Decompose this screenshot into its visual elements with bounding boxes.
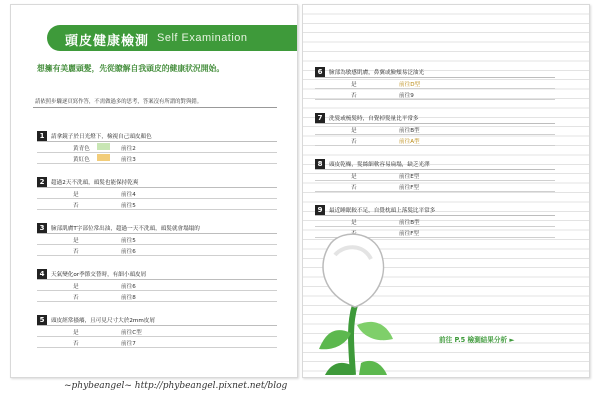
question-text: 請拿鏡子於日光燈下，檢視自己頭皮顏色 bbox=[51, 134, 152, 140]
question-5 bbox=[37, 315, 277, 348]
answer-option-row[interactable] bbox=[315, 78, 555, 89]
question-text: 超過2天不洗頭，頭髮也能保持乾爽 bbox=[51, 180, 139, 186]
answer-label: 否 bbox=[73, 295, 79, 301]
answer-option-row[interactable] bbox=[37, 142, 277, 153]
divider bbox=[33, 107, 277, 108]
goto-target: 前往D型 bbox=[399, 82, 421, 88]
answer-option-row[interactable] bbox=[37, 199, 277, 210]
question-text: 臉部為敏感肌膚，鼻翼或臉頰易泛油光 bbox=[329, 70, 425, 76]
question-number-badge: 8 bbox=[315, 159, 325, 169]
question-text: 天氣變化or季節交替時，有細小頭皮屑 bbox=[51, 272, 147, 278]
question-text: 洗髮或梳髮時，自覺掉髮量比平常多 bbox=[329, 116, 419, 122]
answer-label: 是 bbox=[73, 330, 79, 336]
goto-target: 前往6 bbox=[121, 284, 136, 290]
question-header bbox=[37, 131, 277, 142]
answer-option-row[interactable] bbox=[315, 89, 555, 100]
question-header bbox=[37, 315, 277, 326]
answer-label: 否 bbox=[351, 185, 357, 191]
goto-target: 前往9 bbox=[399, 93, 414, 99]
answer-option-row[interactable] bbox=[37, 280, 277, 291]
answer-label: 黃紅色 bbox=[73, 157, 90, 163]
goto-target: 前往3 bbox=[121, 157, 136, 163]
answer-label: 否 bbox=[351, 139, 357, 145]
answer-option-row[interactable] bbox=[315, 135, 555, 146]
answer-label: 是 bbox=[73, 192, 79, 198]
page-subtitle: Self Examination bbox=[157, 32, 248, 44]
goto-target: 前往B型 bbox=[399, 220, 420, 226]
question-header bbox=[315, 159, 555, 170]
left-page bbox=[10, 4, 298, 378]
answer-option-row[interactable] bbox=[315, 181, 555, 192]
intro-text: 想擁有美麗頭髮，先從瞭解自我頭皮的健康狀況開始。 bbox=[37, 64, 225, 73]
question-number-badge: 1 bbox=[37, 131, 47, 141]
goto-target: 前往C型 bbox=[121, 330, 142, 336]
question-text: 最近睡眠較不足，自覺枕頭上落髮比平常多 bbox=[329, 208, 436, 214]
watermark-text: ~phybeangel~ http://phybeangel.pixnet.net/blog bbox=[64, 381, 288, 391]
answer-label: 否 bbox=[73, 249, 79, 255]
question-6 bbox=[315, 67, 555, 100]
answer-option-row[interactable] bbox=[37, 337, 277, 348]
question-number-badge: 5 bbox=[37, 315, 47, 325]
question-2 bbox=[37, 177, 277, 210]
answer-label: 否 bbox=[351, 93, 357, 99]
question-header bbox=[315, 67, 555, 78]
question-text: 臉部肌膚T字部位常出油，超過一天不洗頭，頭髮就會塌塌的 bbox=[51, 226, 200, 232]
answer-label: 是 bbox=[351, 174, 357, 180]
question-header bbox=[315, 113, 555, 124]
question-number-badge: 9 bbox=[315, 205, 325, 215]
goto-target: 前往E型 bbox=[399, 174, 420, 180]
goto-target: 前往4 bbox=[121, 192, 136, 198]
goto-target: 前往2 bbox=[121, 146, 136, 152]
question-3 bbox=[37, 223, 277, 256]
answer-option-row[interactable] bbox=[37, 234, 277, 245]
question-number-badge: 2 bbox=[37, 177, 47, 187]
answer-label: 是 bbox=[73, 284, 79, 290]
right-page bbox=[302, 4, 590, 378]
question-header bbox=[37, 177, 277, 188]
goto-target: 前往6 bbox=[121, 249, 136, 255]
answer-label: 是 bbox=[351, 82, 357, 88]
color-swatch bbox=[97, 143, 110, 150]
goto-target: 前往F型 bbox=[399, 231, 419, 237]
goto-target: 前往7 bbox=[121, 341, 136, 347]
question-number-badge: 7 bbox=[315, 113, 325, 123]
answer-option-row[interactable] bbox=[37, 326, 277, 337]
goto-target: 前往5 bbox=[121, 203, 136, 209]
question-number-badge: 6 bbox=[315, 67, 325, 77]
question-text: 頭皮經常搔癢，且可見尺寸大於2mm皮屑 bbox=[51, 318, 155, 324]
question-text: 頭皮乾燥，髮絲細軟容易扁塌，缺乏光澤 bbox=[329, 162, 430, 168]
question-7 bbox=[315, 113, 555, 146]
question-4 bbox=[37, 269, 277, 302]
answer-option-row[interactable] bbox=[37, 188, 277, 199]
answer-label: 是 bbox=[351, 128, 357, 134]
goto-target: 前往B型 bbox=[399, 128, 420, 134]
question-number-badge: 3 bbox=[37, 223, 47, 233]
answer-option-row[interactable] bbox=[315, 124, 555, 135]
question-header bbox=[315, 205, 555, 216]
answer-label: 否 bbox=[73, 341, 79, 347]
goto-target: 前往F型 bbox=[399, 185, 419, 191]
answer-option-row[interactable] bbox=[315, 170, 555, 181]
plant-mascot-illustration bbox=[313, 225, 399, 375]
answer-label: 是 bbox=[73, 238, 79, 244]
answer-option-row[interactable] bbox=[37, 291, 277, 302]
result-analysis-link[interactable]: 前往 P.5 檢測結果分析 ► bbox=[439, 336, 515, 344]
answer-label: 是 bbox=[351, 220, 357, 226]
page-title: 頭皮健康檢測 bbox=[65, 34, 150, 49]
question-number-badge: 4 bbox=[37, 269, 47, 279]
goto-target: 前往5 bbox=[121, 238, 136, 244]
color-swatch bbox=[97, 154, 110, 161]
answer-label: 黃青色 bbox=[73, 146, 90, 152]
question-header bbox=[37, 269, 277, 280]
goto-target: 前往8 bbox=[121, 295, 136, 301]
answer-option-row[interactable] bbox=[37, 153, 277, 164]
answer-label: 否 bbox=[73, 203, 79, 209]
question-header bbox=[37, 223, 277, 234]
title-banner bbox=[47, 25, 297, 51]
question-8 bbox=[315, 159, 555, 192]
answer-option-row[interactable] bbox=[37, 245, 277, 256]
instruction-text: 請依照步驟逐頁寫作答，不需做過多的思考，答案沒有所謂的對與錯。 bbox=[35, 99, 203, 105]
question-1 bbox=[37, 131, 277, 164]
goto-target: 前往A型 bbox=[399, 139, 420, 145]
